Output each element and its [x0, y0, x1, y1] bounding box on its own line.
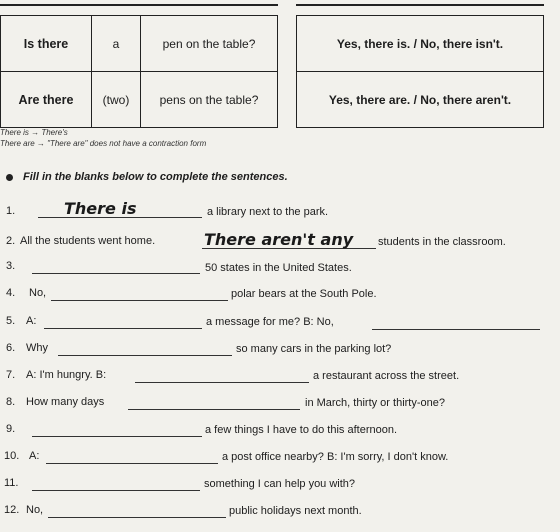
answer-blank[interactable]	[128, 409, 300, 410]
question-text: 50 states in the United States.	[205, 262, 352, 274]
question-number: 2.	[6, 235, 16, 247]
question-prefix: A: I'm hungry. B:	[26, 369, 107, 381]
answer-blank[interactable]	[46, 463, 218, 464]
question-text: a few things I have to do this afternoon.	[205, 424, 398, 436]
table-cell: Is there	[1, 16, 92, 72]
answer-blank[interactable]	[44, 328, 202, 329]
instruction	[6, 171, 288, 183]
question-number: 6.	[6, 342, 16, 354]
question-text: students in the classroom.	[378, 236, 506, 248]
question-text: polar bears at the South Pole.	[231, 288, 377, 300]
question-number: 9.	[6, 423, 16, 435]
answer-blank[interactable]	[372, 329, 540, 330]
bullet-icon	[6, 174, 13, 181]
question-prefix: No,	[29, 287, 47, 299]
answer-blank[interactable]	[32, 273, 200, 274]
table-cell: Yes, there is. / No, there isn't.	[297, 16, 544, 72]
question-prefix: A:	[26, 315, 37, 327]
question-text: a library next to the park.	[207, 206, 329, 218]
question-number: 5.	[6, 315, 16, 327]
contraction-note: There is → There's	[0, 128, 68, 137]
answer-blank[interactable]	[51, 300, 228, 301]
question-number: 8.	[6, 396, 16, 408]
handwritten-answer: There is	[64, 199, 137, 218]
handwritten-answer: There aren't any	[204, 230, 354, 249]
question-text: in March, thirty or thirty-one?	[305, 397, 445, 409]
table-cell: a	[92, 16, 141, 72]
question-number: 11.	[4, 477, 19, 489]
answer-blank[interactable]	[48, 517, 226, 518]
question-text: something I can help you with?	[204, 478, 356, 490]
question-number: 12.	[4, 504, 20, 516]
table-row	[1, 16, 278, 72]
answer-blank[interactable]	[32, 490, 200, 491]
question-table	[0, 15, 278, 128]
question-text: so many cars in the parking lot?	[236, 343, 392, 355]
question-number: 10.	[4, 450, 20, 462]
question-number: 4.	[6, 287, 16, 299]
question-prefix: A:	[29, 450, 40, 462]
question-text: a post office nearby? B: I'm sorry, I don't know.	[222, 451, 449, 463]
top-rule-left	[0, 4, 278, 6]
table-cell: Are there	[1, 72, 92, 128]
question-number: 1.	[6, 205, 16, 217]
contraction-note: There are → "There are" does not have a contraction form	[0, 139, 207, 148]
table-row	[297, 16, 544, 72]
question-number: 7.	[6, 369, 16, 381]
table-cell: pen on the table?	[141, 16, 278, 72]
answer-table	[296, 15, 544, 128]
answer-blank[interactable]	[32, 436, 202, 437]
table-cell: Yes, there are. / No, there aren't.	[297, 72, 544, 128]
instruction-text: Fill in the blanks below to complete the sentences.	[23, 171, 288, 183]
table-row	[1, 72, 278, 128]
answer-blank[interactable]	[58, 355, 232, 356]
answer-blank[interactable]	[135, 382, 309, 383]
question-text: public holidays next month.	[229, 505, 362, 517]
question-text: a message for me? B: No,	[206, 316, 334, 328]
question-number: 3.	[6, 260, 16, 272]
question-prefix: How many days	[26, 396, 105, 408]
table-cell: pens on the table?	[141, 72, 278, 128]
question-text: a restaurant across the street.	[313, 370, 460, 382]
table-row	[297, 72, 544, 128]
question-prefix: Why	[26, 342, 48, 354]
top-rule-right	[296, 4, 544, 6]
question-prefix: All the students went home.	[20, 235, 156, 247]
question-prefix: No,	[26, 504, 44, 516]
table-cell: (two)	[92, 72, 141, 128]
